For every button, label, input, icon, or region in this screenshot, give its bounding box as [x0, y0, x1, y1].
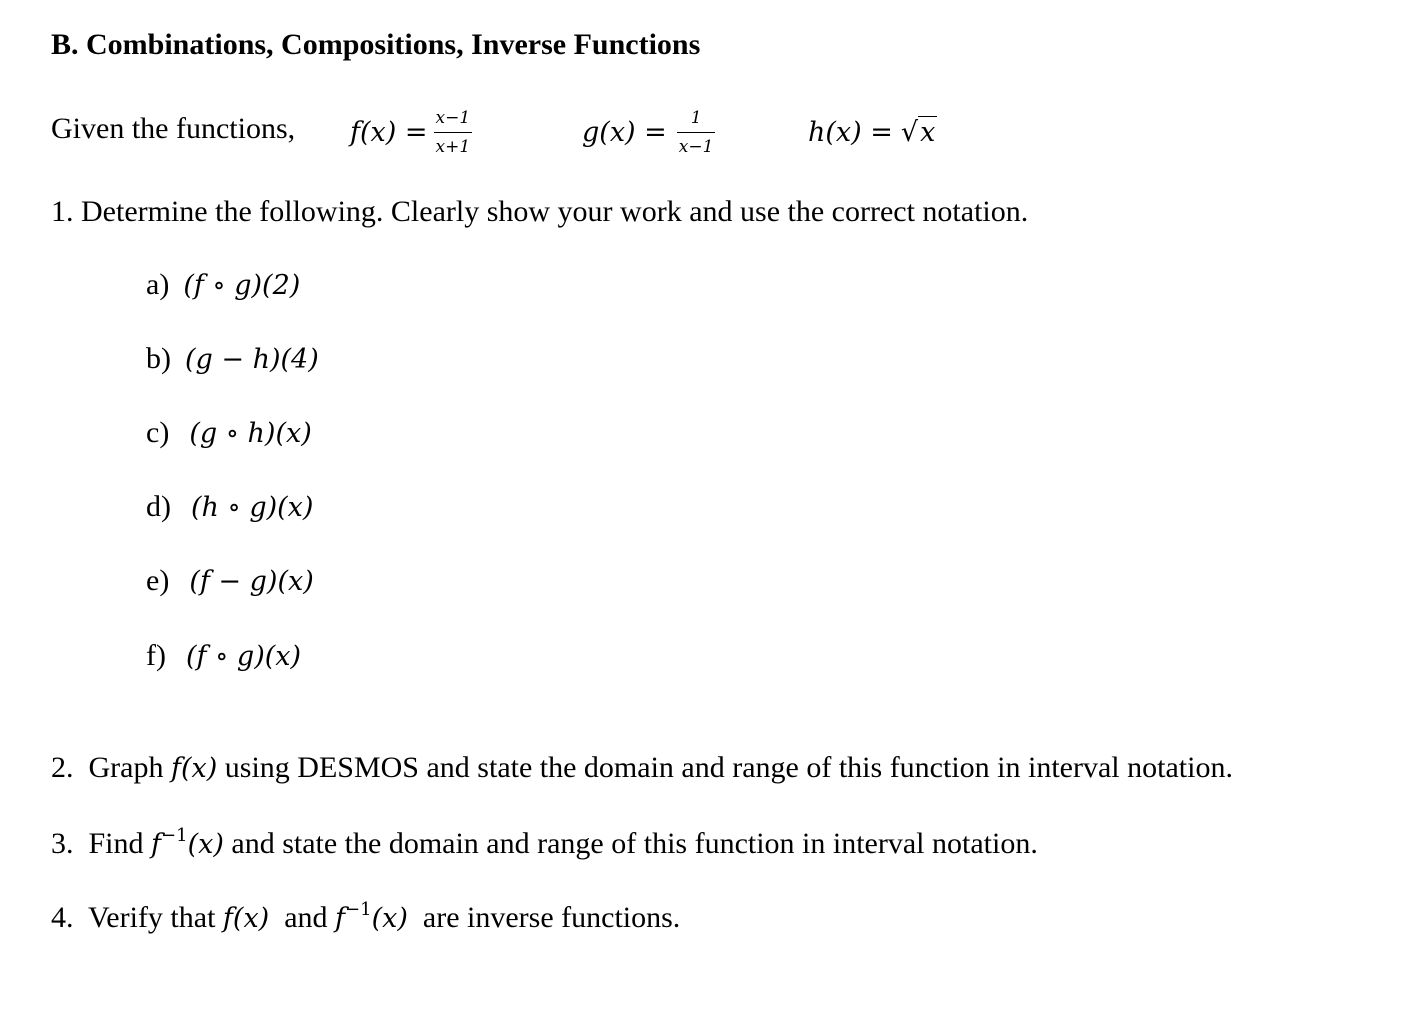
q1-item-c: [146, 416, 312, 450]
q4-f: f: [335, 903, 346, 934]
q4-mid: and: [269, 901, 336, 934]
q1-item-f: [146, 639, 301, 673]
item-expression: (g ∘ h)(x): [189, 418, 312, 449]
function-h-definition: [808, 97, 937, 167]
q3-inverse-superscript: −1: [161, 825, 188, 846]
h-radicand: x: [920, 116, 936, 148]
question-1-text: 1. Determine the following. Clearly show your work and use the correct notation.: [51, 195, 1029, 228]
item-expression: (f ∘ g)(2): [183, 270, 301, 301]
sqrt-sign: √: [900, 116, 919, 148]
section-heading: B. Combinations, Compositions, Inverse Functions: [51, 28, 701, 61]
item-label: f): [146, 639, 166, 672]
q4-suffix: are inverse functions.: [407, 901, 681, 934]
q4-fx: f(x): [222, 903, 270, 934]
q2-suffix: using DESMOS and state the domain and range of this function in interval notation.: [217, 751, 1233, 784]
h-sqrt: [901, 117, 937, 148]
item-label: d): [146, 490, 171, 523]
function-f-definition: [350, 97, 472, 167]
q2-prefix: 2. Graph: [51, 751, 171, 784]
g-lhs: g(x) =: [582, 116, 667, 148]
item-expression: (g − h)(4): [185, 344, 319, 375]
given-intro: Given the functions,: [51, 112, 296, 145]
g-numerator: 1: [677, 107, 716, 133]
item-label: c): [146, 416, 170, 449]
item-label: e): [146, 564, 170, 597]
h-lhs: h(x) =: [808, 116, 893, 148]
item-label: b): [146, 342, 171, 375]
q3-prefix: 3. Find: [51, 827, 152, 860]
item-expression: (f − g)(x): [189, 566, 314, 597]
q3-suffix: and state the domain and range of this function in interval notation.: [223, 827, 1038, 860]
function-g-definition: [582, 97, 715, 167]
q2-fx: f(x): [170, 753, 218, 784]
q1-item-e: [146, 564, 314, 598]
q4-prefix: 4. Verify that: [51, 901, 223, 934]
q1-item-b: [146, 342, 319, 376]
q4-arg: (x): [371, 903, 408, 934]
f-fraction: [434, 107, 473, 158]
q3-f: f: [151, 829, 162, 860]
q4-inverse-superscript: −1: [345, 899, 372, 920]
question-3: [51, 825, 1038, 861]
item-expression: (f ∘ g)(x): [185, 641, 302, 672]
item-label: a): [146, 268, 170, 301]
f-denominator: x+1: [435, 136, 471, 157]
q1-item-d: [146, 490, 313, 524]
g-fraction: [677, 107, 716, 158]
q3-arg: (x): [187, 829, 224, 860]
question-2: [51, 751, 1233, 785]
f-lhs: f(x) =: [350, 116, 428, 148]
question-4: [51, 899, 680, 935]
f-numerator: x−1: [434, 107, 473, 133]
item-expression: (h ∘ g)(x): [191, 492, 314, 523]
q1-item-a: [146, 268, 300, 302]
g-denominator: x−1: [678, 136, 714, 157]
